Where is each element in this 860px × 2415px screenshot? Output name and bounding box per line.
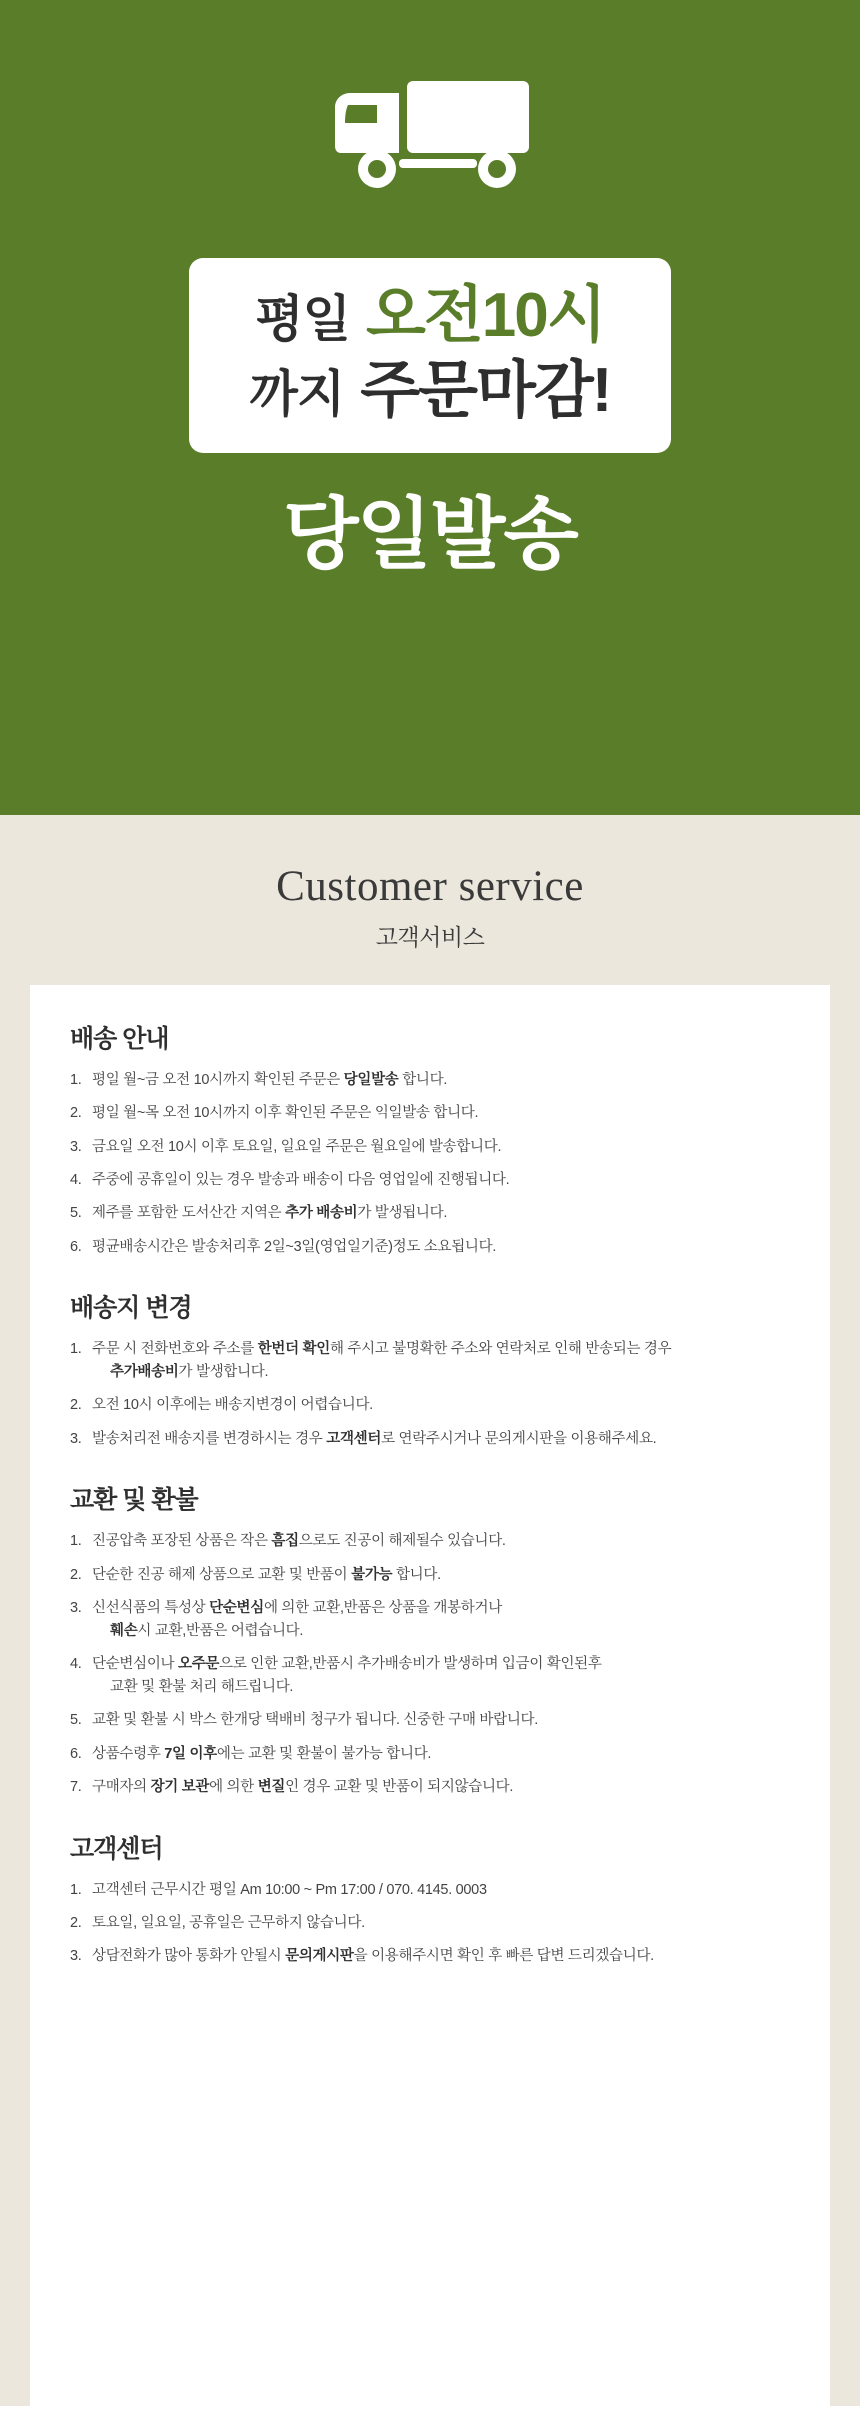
info-card [30, 985, 830, 2415]
list-item-number: 6. [70, 1238, 82, 1255]
list-item [70, 1136, 790, 1158]
list-item-number: 3. [70, 1138, 82, 1155]
list-item-number: 7. [70, 1779, 82, 1796]
list-item-text: 단순한 진공 해제 상품으로 교환 및 반품이 불가능 합니다. [92, 1566, 441, 1583]
list-item [70, 1879, 790, 1901]
list-item-text: 발송처리전 배송지를 변경하시는 경우 고객센터로 연락주시거나 문의게시판을 이용해주세요. [92, 1430, 657, 1447]
section-title: 고객센터 [70, 1834, 163, 1863]
list-item-text: 평균배송시간은 발송처리후 2일~3일(영업일기준)정도 소요됩니다. [92, 1238, 497, 1255]
list-item-number: 5. [70, 1712, 82, 1729]
list-item-number: 3. [70, 1600, 82, 1617]
list-item [70, 1743, 790, 1765]
info-section [70, 1829, 790, 1968]
list-item-text: 신선식품의 특성상 단순변심에 의한 교환,반품은 상품을 개봉하거나 훼손시 교환,반품은 어렵습니다. [92, 1600, 502, 1639]
list-item-number: 2. [70, 1105, 82, 1122]
list-item-number: 2. [70, 1914, 82, 1931]
list-item [70, 1169, 790, 1191]
list-item-number: 4. [70, 1172, 82, 1188]
list-item [70, 1069, 790, 1091]
list-item [70, 1945, 790, 1967]
customer-service-section [0, 815, 860, 2406]
list-item-text: 평일 월~목 오전 10시까지 이후 확인된 주문은 익일발송 합니다. [92, 1105, 479, 1122]
list-item-text: 평일 월~금 오전 10시까지 확인된 주문은 당일발송 합니다. [92, 1071, 448, 1088]
info-section [70, 1288, 790, 1450]
list-item [70, 1530, 790, 1552]
list-item-text: 금요일 오전 10시 이후 토요일, 일요일 주문은 월요일에 발송합니다. [92, 1138, 502, 1155]
section-list [70, 1879, 790, 1968]
section-list [70, 1338, 790, 1450]
list-item-text: 진공압축 포장된 상품은 작은 흠집으로도 진공이 해제될수 있습니다. [92, 1533, 506, 1550]
list-item-text: 고객센터 근무시간 평일 Am 10:00 ~ Pm 17:00 / 070. 4145. 0003 [92, 1881, 487, 1898]
list-item-number: 6. [70, 1745, 82, 1762]
list-item-text: 주중에 공휴일이 있는 경우 발송과 배송이 다음 영업일에 진행됩니다. [92, 1172, 510, 1188]
list-item-text: 상담전화가 많아 통화가 안될시 문의게시판을 이용해주시면 확인 후 빠른 답변 드리겠습니다. [92, 1948, 654, 1965]
promo-highlight-box [189, 258, 671, 453]
list-item-number: 1. [70, 1071, 82, 1088]
page-title-en: Customer service [276, 863, 584, 910]
promo-banner [0, 0, 860, 815]
list-item [70, 1709, 790, 1731]
promo-headline: 당일발송 [283, 489, 577, 578]
list-item [70, 1597, 790, 1642]
list-item-text: 교환 및 환불 시 박스 한개당 택배비 청구가 됩니다. 신중한 구매 바랍니다. [92, 1712, 538, 1729]
list-item-number: 3. [70, 1948, 82, 1965]
list-item-text: 오전 10시 이후에는 배송지변경이 어렵습니다. [92, 1397, 373, 1414]
list-item [70, 1236, 790, 1258]
list-item [70, 1102, 790, 1124]
section-title: 배송 안내 [70, 1024, 169, 1053]
list-item-text: 토요일, 일요일, 공휴일은 근무하지 않습니다. [92, 1914, 365, 1931]
promo-line-2-big: 주문마감! [360, 356, 611, 426]
promo-line-2-small: 까지 [249, 366, 345, 423]
promo-line-2 [250, 355, 611, 426]
section-title: 배송지 변경 [70, 1294, 192, 1323]
promo-line-1 [255, 280, 604, 351]
list-item [70, 1428, 790, 1450]
section-list [70, 1069, 790, 1259]
customer-service-title [30, 815, 830, 952]
promo-line-1-small: 평일 [255, 291, 350, 347]
info-section [70, 1019, 790, 1259]
list-item-text: 주문 시 전화번호와 주소를 한번더 확인해 주시고 불명확한 주소와 연락처로 인해 반송되는 경우 추가배송비가 발생합니다. [92, 1341, 672, 1380]
list-item-text: 상품수령후 7일 이후에는 교환 및 환불이 불가능 합니다. [92, 1745, 432, 1762]
list-item-number: 1. [70, 1533, 82, 1550]
list-item-number: 1. [70, 1341, 82, 1358]
delivery-truck-icon [305, 58, 555, 198]
info-section [70, 1480, 790, 1798]
section-list [70, 1530, 790, 1798]
list-item-text: 제주를 포함한 도서산간 지역은 추가 배송비가 발생됩니다. [92, 1205, 448, 1222]
list-item [70, 1912, 790, 1934]
list-item [70, 1394, 790, 1416]
page-title-ko: 고객서비스 [375, 923, 485, 950]
list-item-number: 4. [70, 1656, 82, 1673]
list-item [70, 1564, 790, 1586]
list-item-text: 단순변심이나 오주문으로 인한 교환,반품시 추가배송비가 발생하며 입금이 확인된후 교환 및 환불 처리 해드립니다. [92, 1656, 602, 1695]
list-item-number: 5. [70, 1205, 82, 1222]
list-item-number: 2. [70, 1397, 82, 1414]
list-item [70, 1202, 790, 1224]
list-item-number: 2. [70, 1566, 82, 1583]
list-item [70, 1653, 790, 1698]
list-item-text: 구매자의 장기 보관에 의한 변질인 경우 교환 및 반품이 되지않습니다. [92, 1779, 514, 1796]
list-item-number: 1. [70, 1881, 82, 1898]
promo-line-1-big: 오전10시 [365, 281, 605, 350]
list-item [70, 1338, 790, 1383]
list-item [70, 1776, 790, 1798]
list-item-number: 3. [70, 1430, 82, 1447]
section-title: 교환 및 환불 [70, 1486, 198, 1515]
